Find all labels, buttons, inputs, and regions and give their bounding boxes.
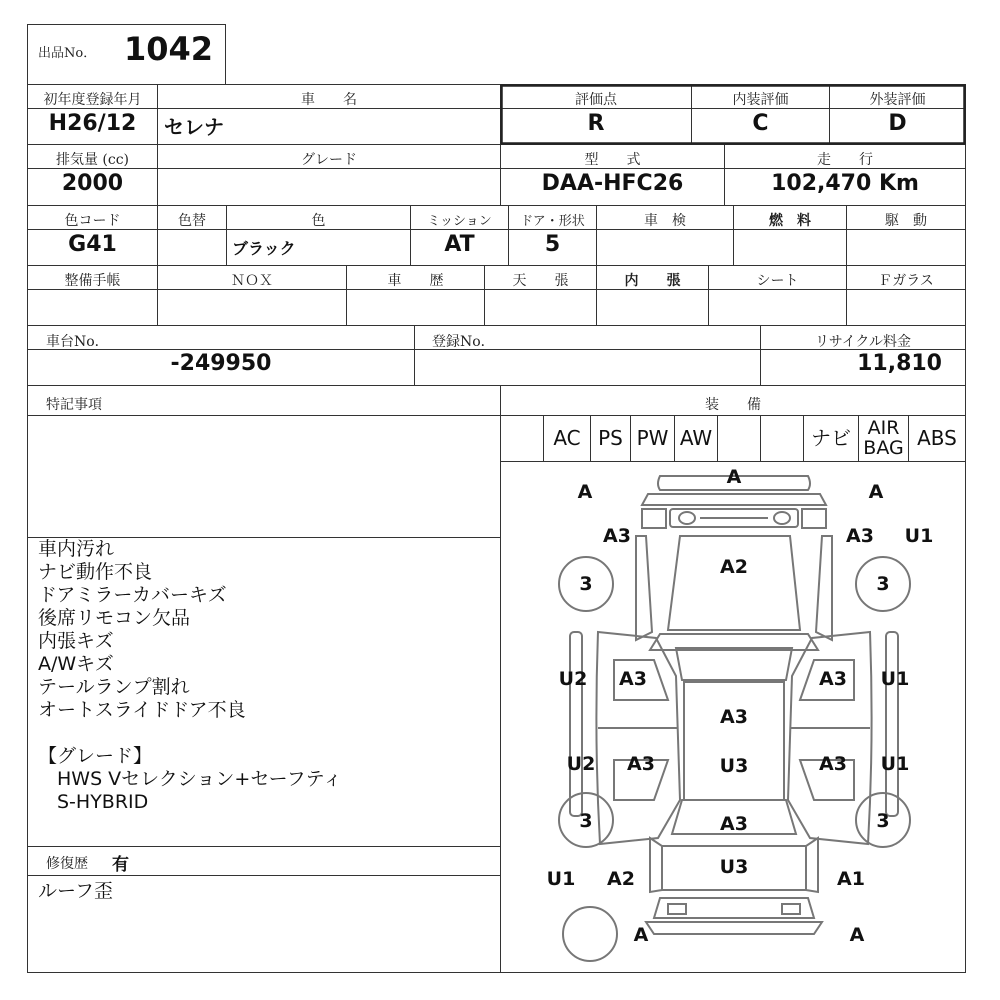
model-label: 型 式 (584, 152, 641, 168)
fuel-label: 燃 料 (769, 213, 811, 229)
damage-mark: A (849, 924, 865, 946)
damage-mark: A (868, 481, 884, 503)
seat-label: シート (756, 273, 799, 289)
damage-mark: A3 (627, 753, 655, 775)
damage-mark: A (633, 924, 649, 946)
damage-mark: 3 (876, 573, 890, 595)
damage-mark: 3 (579, 573, 593, 595)
chassis-number-label: 車台No． (46, 334, 109, 350)
color-change-label: 色替 (178, 213, 206, 229)
damage-mark: A2 (720, 556, 748, 578)
recycle-fee-value: 11,810 (857, 351, 942, 376)
equipment-ps: PS (598, 426, 623, 450)
damage-mark: U1 (880, 668, 910, 690)
damage-mark: A3 (846, 525, 874, 547)
note-line: 車内汚れ (38, 538, 115, 560)
equipment-ac: AC (553, 426, 581, 450)
note-line (38, 722, 498, 745)
interior-trim-label: 内 張 (624, 273, 681, 289)
damage-mark: A3 (819, 668, 847, 690)
damage-mark: 3 (579, 810, 593, 832)
headliner-label: 天 張 (512, 273, 569, 289)
door-shape-label: ドア・形状 (520, 214, 585, 229)
registration-number-label: 登録No． (432, 334, 495, 350)
note-line: テールランプ割れ (38, 676, 190, 698)
score-value: R (587, 111, 605, 136)
inspection-label: 車 検 (644, 213, 686, 229)
damage-mark: U2 (558, 668, 588, 690)
damage-mark: 3 (876, 810, 890, 832)
exterior-grade-label: 外装評価 (869, 92, 926, 108)
color-code-value: G41 (68, 232, 117, 257)
car-name-value: セレナ (164, 115, 224, 139)
note-line: S-HYBRID (38, 791, 149, 813)
damage-mark: U3 (719, 856, 749, 878)
damage-mark: U3 (719, 755, 749, 777)
equipment-aw: AW (679, 426, 713, 450)
first-registration-value: H26/12 (48, 111, 137, 136)
mission-value: AT (444, 232, 475, 257)
color-label: 色 (311, 213, 326, 229)
vehicle-history-label: 車 歴 (387, 273, 444, 289)
nox-label: ＮＯＸ (231, 273, 273, 289)
model-value: DAA-HFC26 (541, 171, 684, 196)
score-label: 評価点 (575, 92, 617, 108)
lot-number: 1042 (124, 30, 214, 68)
exterior-grade-value: D (888, 111, 907, 136)
equipment-navi: ナビ (811, 426, 851, 450)
damage-mark: A (726, 466, 742, 488)
equipment-airbag: AIR BAG (863, 417, 904, 459)
equipment-pw: PW (636, 426, 669, 450)
damage-mark: A3 (619, 668, 647, 690)
damage-mark: A3 (819, 753, 847, 775)
lot-label: 出品No． (38, 46, 97, 61)
interior-grade-value: C (752, 111, 769, 136)
displacement-label: 排気量 (cc) (55, 152, 130, 168)
mission-label: ミッション (427, 214, 492, 229)
damage-mark: A (577, 481, 593, 503)
chassis-number-value: -249950 (170, 351, 272, 376)
note-line: 内張キズ (38, 630, 114, 652)
note-line: ナビ動作不良 (38, 561, 153, 583)
front-glass-label: Ｆガラス (878, 273, 934, 289)
repair-detail: ルーフ歪 (38, 880, 114, 902)
car-name-label: 車 名 (301, 92, 357, 108)
recycle-fee-label: リサイクル料金 (814, 334, 912, 350)
mileage-value: 102,470 Km (771, 171, 919, 196)
damage-mark: U1 (880, 753, 910, 775)
interior-grade-label: 内装評価 (732, 92, 789, 108)
damage-mark: A3 (720, 813, 748, 835)
note-line: ドアミラーカバーキズ (38, 584, 227, 606)
color-value: ブラック (232, 239, 296, 258)
equipment-label: 装 備 (705, 397, 761, 413)
grade-label: グレード (301, 152, 357, 168)
damage-mark: U1 (546, 868, 576, 890)
equipment-abs: ABS (917, 426, 957, 450)
damage-mark: A1 (837, 868, 865, 890)
maintenance-book-label: 整備手帳 (64, 273, 121, 289)
displacement-value: 2000 (61, 171, 124, 196)
note-line: HWS Vセレクション+セーフティ (38, 768, 343, 790)
mileage-label: 走 行 (817, 152, 873, 168)
repair-history-label: 修復歴 (46, 856, 88, 872)
door-value: 5 (544, 232, 561, 257)
special-notes-label: 特記事項 (46, 397, 102, 413)
damage-mark: A2 (607, 868, 635, 890)
drive-label: 駆 動 (885, 213, 927, 229)
damage-mark: A3 (603, 525, 631, 547)
damage-mark: U1 (904, 525, 934, 547)
damage-mark: U2 (566, 753, 596, 775)
first-registration-label: 初年度登録年月 (43, 92, 142, 108)
damage-mark: A3 (720, 706, 748, 728)
note-line: 後席リモコン欠品 (38, 607, 191, 629)
special-notes-list (38, 538, 498, 814)
note-line: オートスライドドア不良 (38, 699, 246, 721)
note-line: A/Wキズ (38, 653, 114, 675)
note-line: 【グレード】 (38, 745, 153, 767)
color-code-label: 色コード (64, 213, 121, 229)
repair-history-value: 有 (112, 855, 129, 875)
